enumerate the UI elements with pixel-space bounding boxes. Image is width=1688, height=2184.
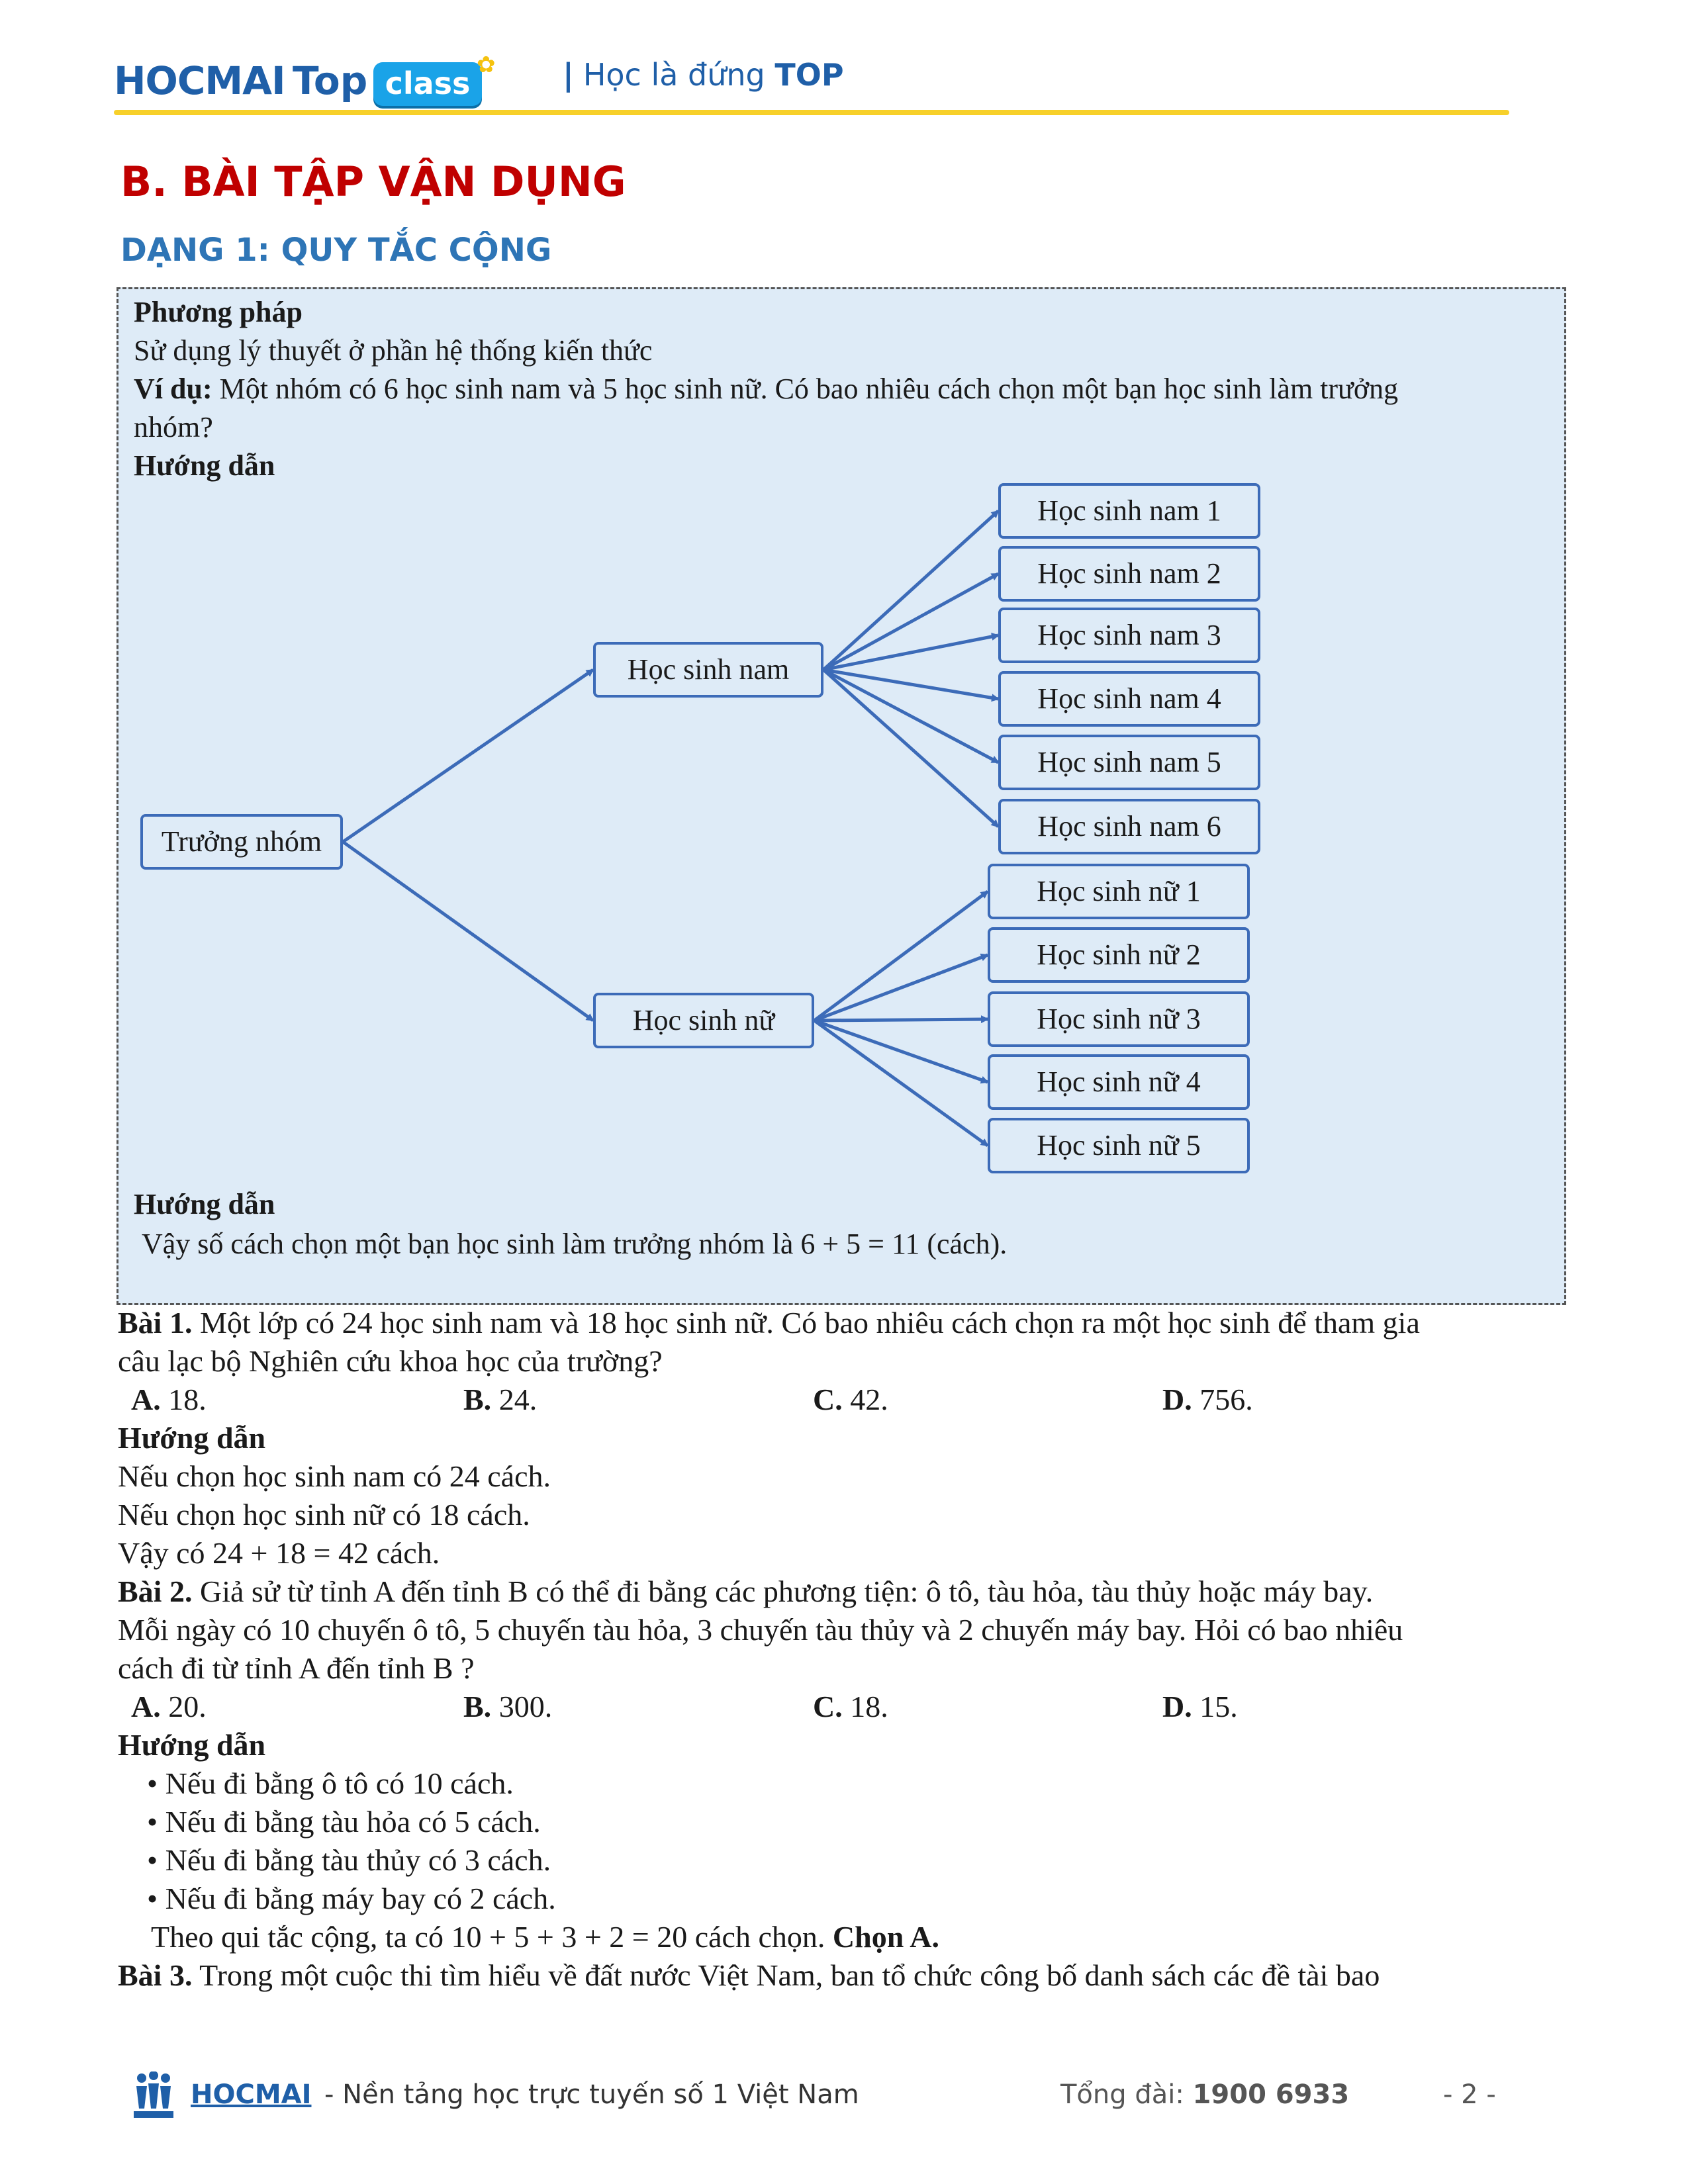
footer-slogan: - Nền tảng học trực tuyến số 1 Việt Nam [324,2079,859,2110]
bai1-guide-heading: Hướng dẫn [118,1421,266,1455]
node-male-leaf: Học sinh nam 4 [998,671,1260,727]
guide-heading-2: Hướng dẫn [134,1188,275,1220]
bai2-label: Bài 2. [118,1574,193,1608]
bai1-text: Một lớp có 24 học sinh nam và 18 học sinh nữ. Có bao nhiêu cách chọn ra một học sinh để tham gia [192,1306,1420,1340]
example-text: Một nhóm có 6 học sinh nam và 5 học sinh nữ. Có bao nhiêu cách chọn một bạn học sinh làm trưởng [212,373,1399,405]
bai2-bullet: • Nếu đi bằng máy bay có 2 cách. [147,1882,556,1915]
example-line-2: nhóm? [134,411,213,443]
method-heading: Phương pháp [134,296,303,328]
bai2-option-b: B. 300. [463,1690,553,1723]
bai3-label: Bài 3. [118,1958,193,1992]
tagline-top: TOP [774,57,844,93]
node-female: Học sinh nữ [593,993,814,1048]
bai2-option-c: C. 18. [813,1690,888,1723]
node-male: Học sinh nam [593,642,823,698]
bai3-text: Trong một cuộc thi tìm hiểu về đất nước Việt Nam, ban tổ chức công bố danh sách các đề tài bao [192,1958,1380,1992]
bai2-option-a: A. 20. [131,1690,207,1723]
method-box [117,287,1566,1305]
subsection-title: DẠNG 1: QUY TẮC CỘNG [120,232,552,269]
bai2-bullet: • Nếu đi bằng tàu hỏa có 5 cách. [147,1805,541,1839]
method-conclusion: Vậy số cách chọn một bạn học sinh làm trưởng nhóm là 6 + 5 = 11 (cách). [142,1228,1008,1260]
bai2-bullet: • Nếu đi bằng ô tô có 10 cách. [147,1766,514,1800]
bai1-guide-line: Nếu chọn học sinh nữ có 18 cách. [118,1498,530,1531]
bullet-icon: • [147,1766,165,1800]
node-female-leaf: Học sinh nữ 4 [988,1054,1250,1110]
footer-brand-link[interactable]: HOCMAI [191,2079,312,2110]
example-line [134,371,1398,408]
method-line: Sử dụng lý thuyết ở phần hệ thống kiến thức [134,334,653,367]
logo-class-badge: class [373,62,482,106]
hotline-number: 1900 6933 [1192,2079,1350,2110]
bai1-guide-line: Vậy có 24 + 18 = 42 cách. [118,1536,440,1570]
bai2-bullet: • Nếu đi bằng tàu thủy có 3 cách. [147,1843,551,1877]
node-male-leaf: Học sinh nam 3 [998,608,1260,663]
bai2-answer: Chọn A. [832,1920,939,1954]
bai2-question [118,1572,1373,1611]
bai1-option-d: D. 756. [1162,1383,1253,1416]
node-female-leaf: Học sinh nữ 1 [988,864,1250,919]
bai1-question-2: câu lạc bộ Nghiên cứu khoa học của trường? [118,1344,663,1378]
bai2-question-3: cách đi từ tỉnh A đến tỉnh B ? [118,1651,475,1685]
bai1-option-b: B. 24. [463,1383,538,1416]
bai1-label: Bài 1. [118,1306,193,1340]
bai2-text: Giả sử từ tỉnh A đến tỉnh B có thể đi bằng các phương tiện: ô tô, tàu hỏa, tàu thủy hoặc máy bay. [192,1574,1374,1608]
node-male-leaf: Học sinh nam 6 [998,799,1260,854]
hocmai-people-icon [132,2071,175,2120]
bai2-question-2: Mỗi ngày có 10 chuyến ô tô, 5 chuyến tàu hỏa, 3 chuyến tàu thủy và 2 chuyến máy bay. Hỏi có bao nhiêu [118,1613,1403,1647]
bai1-option-a: A. 18. [131,1383,207,1416]
example-label: Ví dụ: [134,373,212,405]
page-footer [132,2071,1523,2124]
logo-top-text: Top [293,58,368,103]
bai1-question [118,1304,1420,1342]
node-female-leaf: Học sinh nữ 2 [988,927,1250,983]
page-number: - 2 - [1443,2079,1496,2110]
star-icon: ✿ [477,53,496,77]
bullet-icon: • [147,1882,165,1915]
footer-hotline: Tổng đài: 1900 6933 [1060,2079,1350,2110]
node-female-leaf: Học sinh nữ 3 [988,991,1250,1047]
node-male-leaf: Học sinh nam 5 [998,735,1260,790]
bai1-guide-line: Nếu chọn học sinh nam có 24 cách. [118,1459,551,1493]
logo-hocmai-text: HOCMAI [114,58,285,103]
header-underline [114,110,1509,115]
section-title: B. BÀI TẬP VẬN DỤNG [120,158,626,206]
header-tagline [563,57,844,93]
bai2-conclusion: Theo qui tắc cộng, ta có 10 + 5 + 3 + 2 = 20 cách chọn. Chọn A. [151,1920,939,1954]
node-male-leaf: Học sinh nam 2 [998,546,1260,602]
divider-bar: | [563,57,574,93]
tagline-prefix: Học là đứng [583,57,775,93]
node-male-leaf: Học sinh nam 1 [998,483,1260,539]
node-root: Trưởng nhóm [140,814,343,870]
bullet-icon: • [147,1843,165,1877]
node-female-leaf: Học sinh nữ 5 [988,1118,1250,1173]
bai2-option-d: D. 15. [1162,1690,1238,1723]
bai2-guide-heading: Hướng dẫn [118,1728,266,1762]
bullet-icon: • [147,1805,165,1839]
guide-heading: Hướng dẫn [134,449,275,482]
bai3-question [118,1956,1380,1995]
bai1-option-c: C. 42. [813,1383,888,1416]
